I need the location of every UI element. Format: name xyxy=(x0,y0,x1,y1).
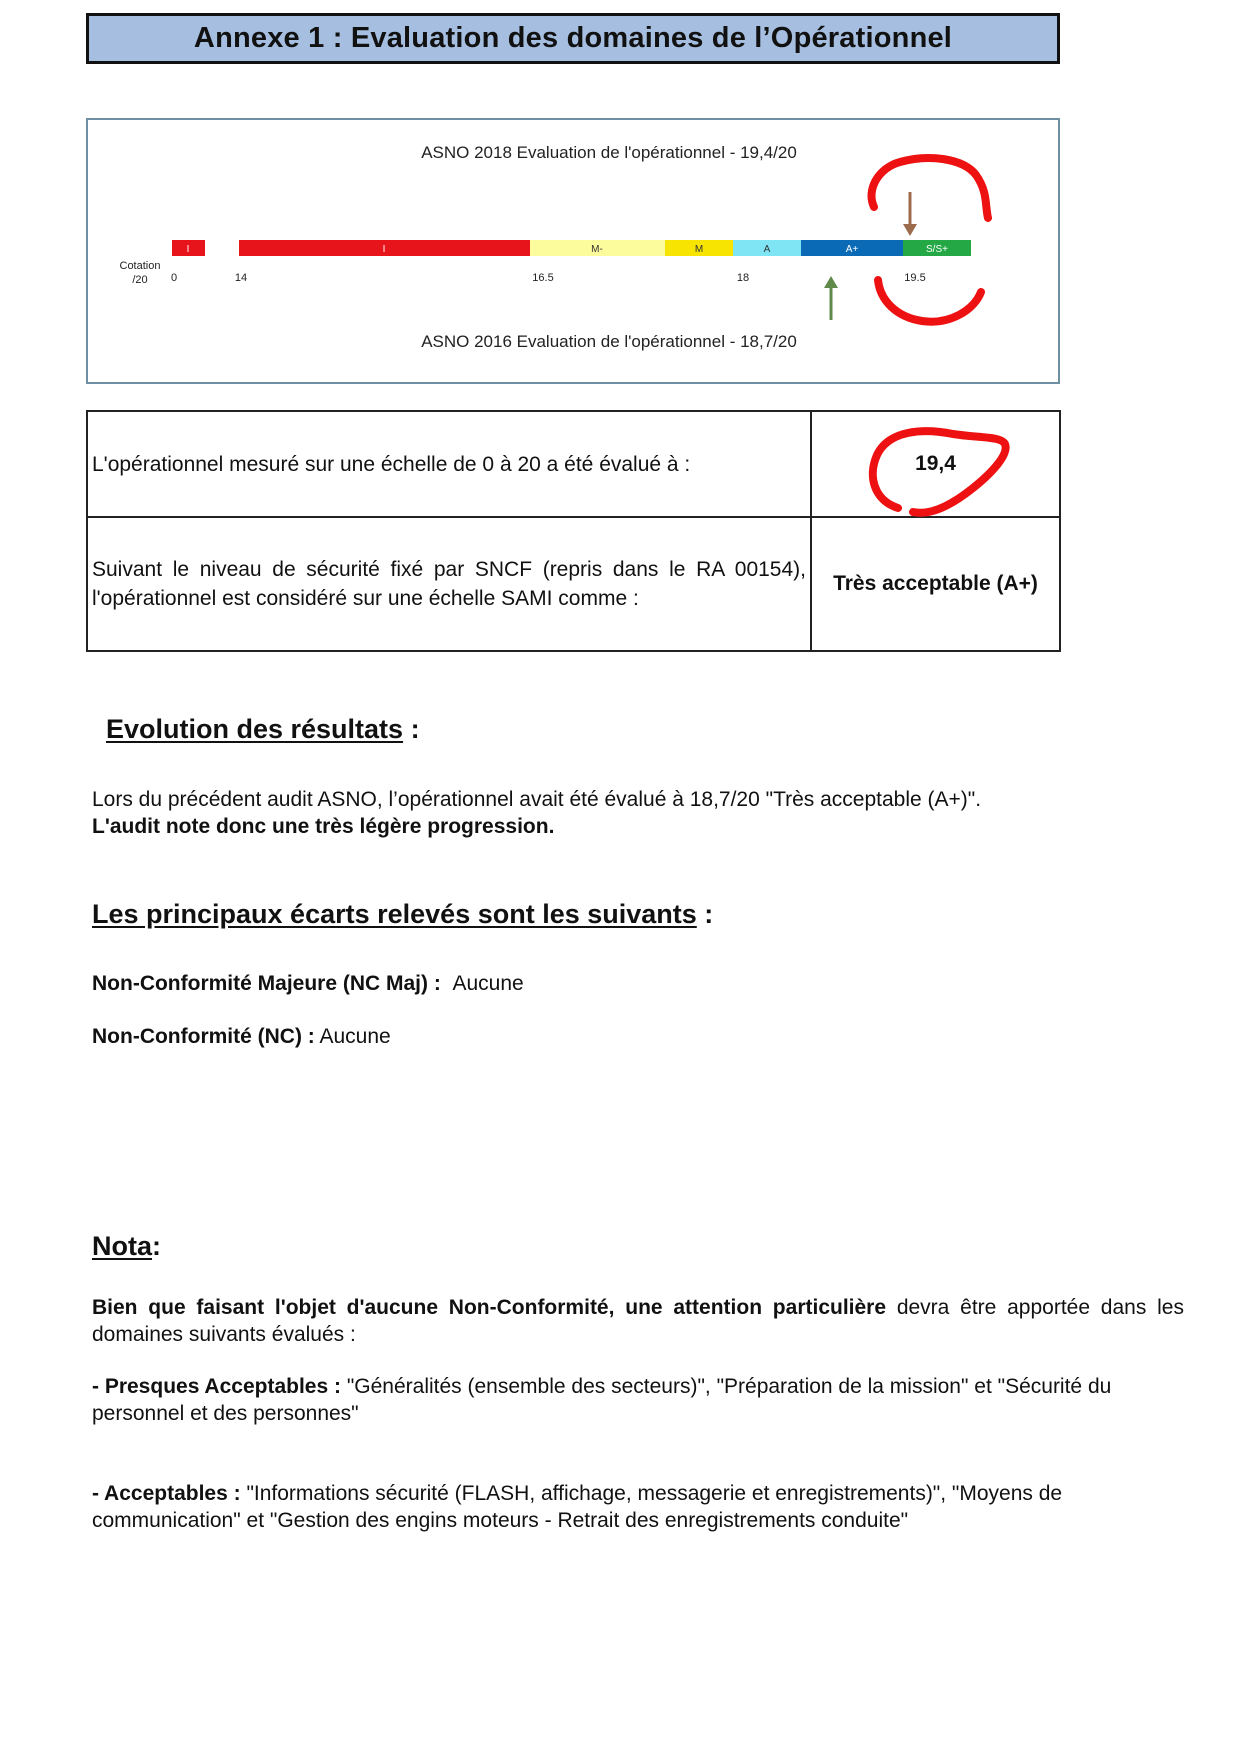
nota-item1-text: "Généralités (ensemble des secteurs)", "Préparation de la mission" et "Sécurité du personnel et des personnes" xyxy=(92,1375,1112,1425)
segment-label: I xyxy=(382,244,386,255)
nota-item1-label: - Presques Acceptables : xyxy=(92,1375,341,1398)
evolution-text xyxy=(92,786,981,840)
evolution-heading-text: Evolution des résultats xyxy=(106,714,404,744)
heading-suffix: : xyxy=(696,899,714,929)
table-cell-value xyxy=(811,411,1060,517)
heading-suffix: : xyxy=(403,714,420,744)
table-row xyxy=(87,411,1060,517)
nota-item-acceptables xyxy=(92,1480,1152,1534)
highlight-stroke-top xyxy=(872,158,988,218)
tick-label: 14 xyxy=(234,272,248,284)
nota-heading xyxy=(92,1231,161,1262)
ecarts-heading-text: Les principaux écarts relevés sont les suivants xyxy=(92,899,697,929)
segment-label: A+ xyxy=(845,244,859,255)
nc-major-label: Non-Conformité Majeure (NC Maj) : xyxy=(92,972,441,995)
nc-major-line xyxy=(92,970,524,997)
rating-scale-svg xyxy=(88,120,1058,382)
nc-value: Aucune xyxy=(319,1025,391,1048)
score-value: 19,4 xyxy=(915,452,956,475)
tick-label: 18 xyxy=(736,272,750,284)
heading-suffix: : xyxy=(152,1231,161,1261)
table-row xyxy=(87,517,1060,651)
table-cell-label: Suivant le niveau de sécurité fixé par SNCF (repris dans le RA 00154), l'opérationnel est considéré sur une échelle SAMI comme : xyxy=(87,517,811,651)
scale-axis-unit: /20 xyxy=(132,274,148,286)
scale-axis-label: Cotation xyxy=(119,260,161,272)
segment-label: M- xyxy=(591,244,603,255)
nc-line xyxy=(92,1023,391,1050)
table-cell-label: L'opérationnel mesuré sur une échelle de 0 à 20 a été évalué à : xyxy=(87,411,811,517)
sami-rating: Très acceptable (A+) xyxy=(811,517,1060,651)
nc-major-value: Aucune xyxy=(452,972,524,995)
nota-intro xyxy=(92,1294,1184,1348)
scale-caption-2016: ASNO 2016 Evaluation de l'opérationnel - 18,7/20 xyxy=(421,332,797,351)
tick-label: 0 xyxy=(170,272,178,284)
nota-intro-rest: devra être apportée dans les domaines suivants évalués : xyxy=(92,1296,1184,1346)
nota-item2-label: - Acceptables : xyxy=(92,1482,241,1505)
nc-label: Non-Conformité (NC) : xyxy=(92,1025,315,1048)
tick-label: 19.5 xyxy=(904,272,926,284)
ecarts-heading xyxy=(92,899,713,930)
page-title: Annexe 1 : Evaluation des domaines de l’Opérationnel xyxy=(86,13,1060,64)
nota-item-presque-acceptables xyxy=(92,1373,1152,1427)
score-wrap xyxy=(915,452,956,476)
segment-label: I xyxy=(186,244,190,255)
highlight-stroke-bottom xyxy=(878,280,981,322)
nota-intro-bold: Bien que faisant l'objet d'aucune Non-Conformité, une attention particulière xyxy=(92,1296,887,1319)
evolution-line1: Lors du précédent audit ASNO, l’opérationnel avait été évalué à 18,7/20 "Très acceptable (A+)". xyxy=(92,788,982,811)
segment-label: S/S+ xyxy=(926,244,948,255)
nota-item2-text: "Informations sécurité (FLASH, affichage, messagerie et enregistrements)", "Moyens de communication" et "Gestion des engins moteurs - Retrait des enregistrements conduite" xyxy=(92,1482,1063,1532)
marker-2018-arrow xyxy=(903,192,917,236)
evolution-heading xyxy=(106,714,420,745)
tick-label: 16.5 xyxy=(532,272,554,284)
evolution-line2: L'audit note donc une très légère progression. xyxy=(92,815,555,838)
marker-2016-arrow xyxy=(824,276,838,320)
nota-heading-text: Nota xyxy=(92,1231,152,1261)
scale-caption-2018: ASNO 2018 Evaluation de l'opérationnel - 19,4/20 xyxy=(421,143,797,162)
segment-label: A xyxy=(763,244,771,255)
rating-scale-figure xyxy=(86,118,1060,384)
evaluation-table xyxy=(86,410,1061,652)
segment-label: M xyxy=(694,244,704,255)
